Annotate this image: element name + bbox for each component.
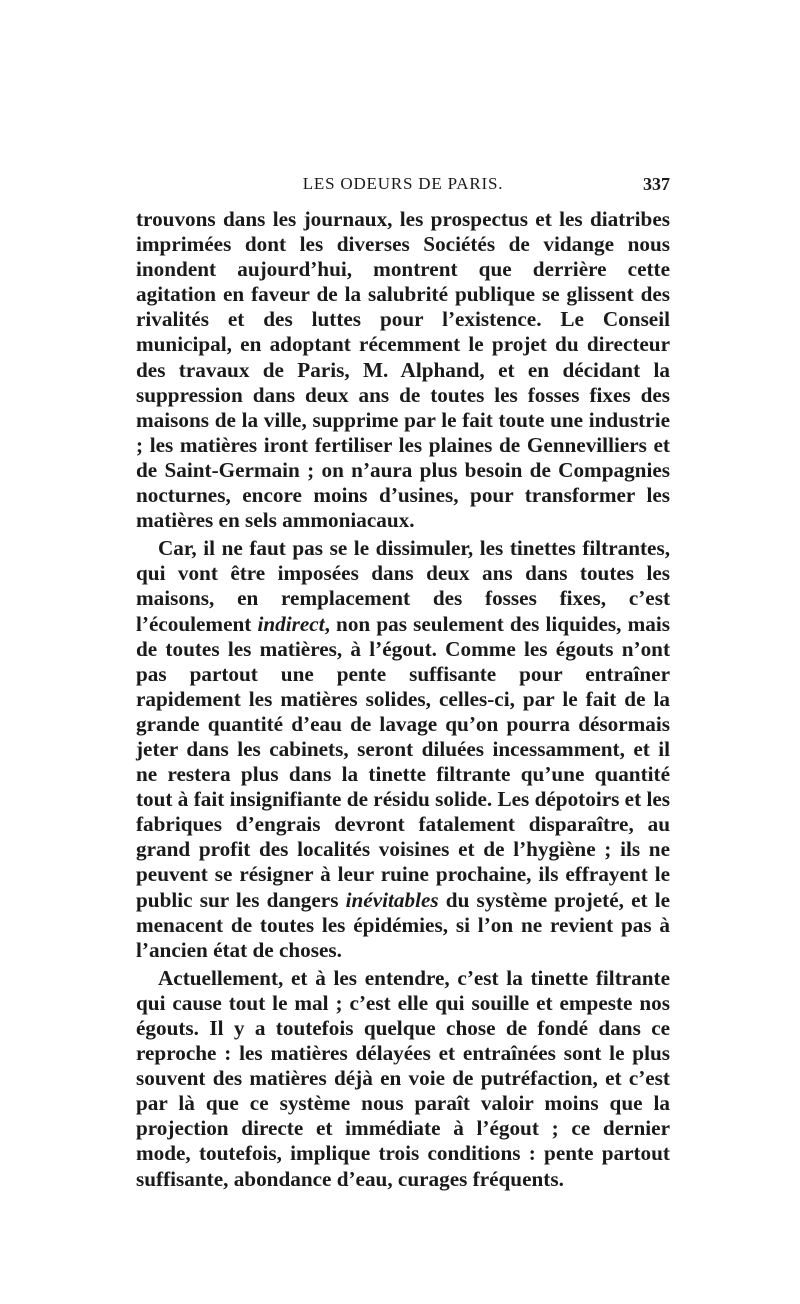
running-head [136,174,670,198]
page-number: 337 [643,174,670,194]
text-run: Car, il ne faut pas se le dissimuler, les tinettes filtrantes, qui vont être imposées dans deux ans dans toutes les maisons, en remplacement des fosses fixes, c’est l’écoulement [136,536,670,636]
running-title: LES ODEURS DE PARIS. [302,174,504,193]
paragraph [136,207,670,533]
italic-word-indirect: indirect [257,611,325,636]
body-text [136,207,670,1192]
text-run: trouvons dans les journaux, les prospectus et les diatribes imprimées dont les diverses Sociétés de vidange nous inondent aujourd’hui, montrent que derrière cette agitation en faveur de la salubrité publique se glissent des rivalités et des luttes pour l’existence. Le Conseil municipal, en adoptant récemment le projet du directeur des travaux de Paris, M. Alphand, et en décidant la suppression dans deux ans de toutes les fosses fixes des maisons de la ville, supprime par le fait toute une industrie ; les matières iront fertiliser les plaines de Gennevilliers et de Saint-Germain ; on n’aura plus besoin de Compagnies nocturnes, encore moins d’usines, pour transformer les matières en sels ammoniacaux. [136,207,670,533]
paragraph [136,536,670,963]
italic-word-inevitables: inévitables [345,887,439,912]
text-run: Actuellement, et à les entendre, c’est la tinette filtrante qui cause tout le mal ; c’est elle qui souille et empeste nos égouts. Il y a toutefois quelque chose de fondé dans ce reproche : les matières délayées et entraînées sont le plus souvent des matières déjà en voie de putréfaction, et c’est par là que ce système nous paraît valoir moins que la projection directe et immédiate à l’égout ; ce dernier mode, toutefois, implique trois conditions : pente partout suffisante, abondance d’eau, curages fréquents. [136,965,670,1191]
text-run: du système projeté, et le menacent de toutes les épidémies, si l’on ne revient pas à l’ancien état de choses. [136,887,671,962]
text-run: , non pas seulement des liquides, mais de toutes les matières, à l’égout. Comme les égouts n’ont pas partout une pente suffisante pour entraîner rapidement les matières solides, celles-ci, par le fait de la grande quantité d’eau de lavage qu’on pourra désormais jeter dans les cabinets, seront diluées incessamment, et il ne restera plus dans la tinette filtrante qu’une quantité tout à fait insignifiante de résidu solide. Les dépotoirs et les fabriques d’engrais devront fatalement disparaître, au grand profit des localités voisines et de l’hygiène ; ils ne peuvent se résigner à leur ruine prochaine, ils effrayent le public sur les dangers [136,611,671,912]
paragraph [136,966,670,1192]
